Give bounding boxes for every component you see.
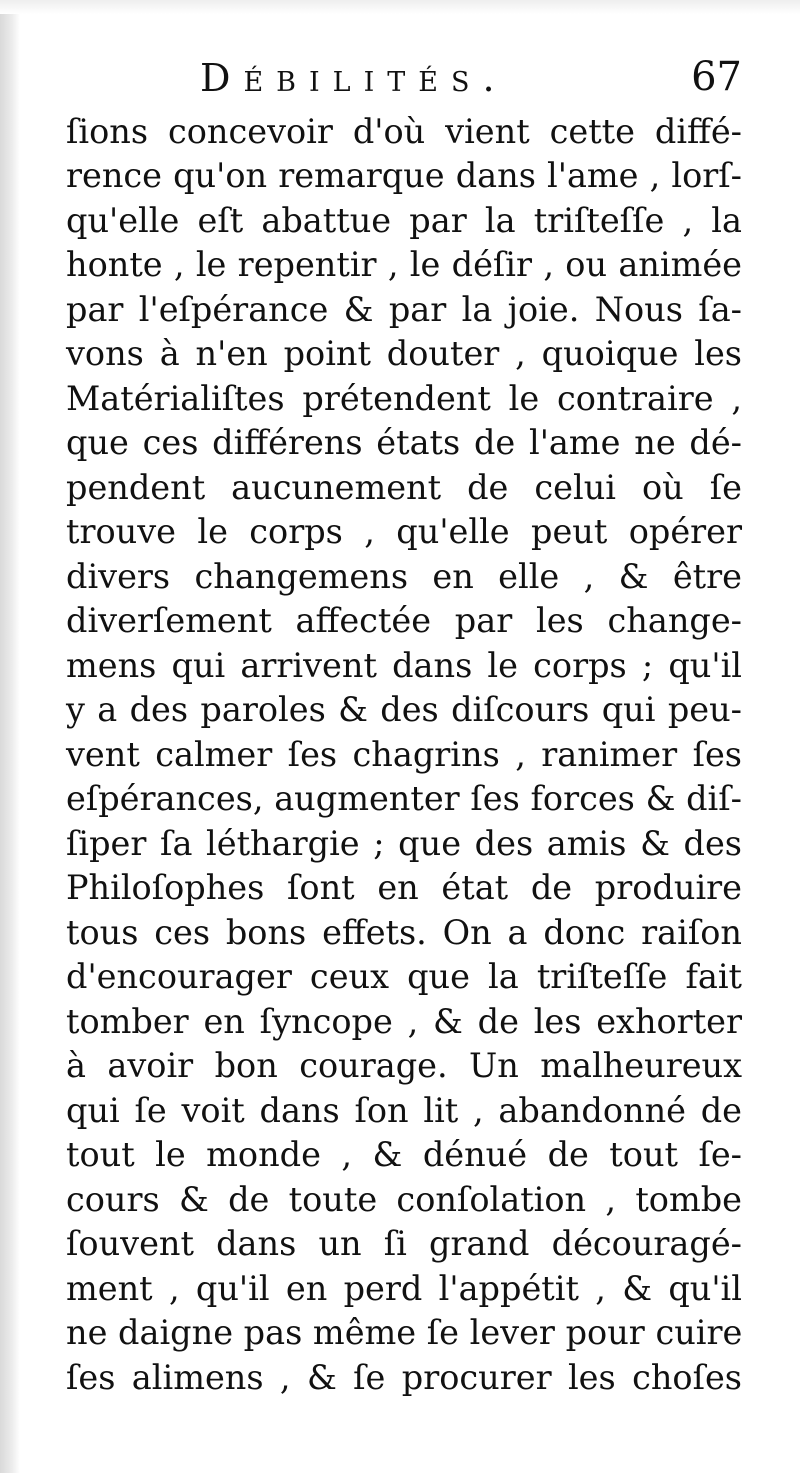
text-line: tous ces bons effets. On a donc raiſon	[66, 912, 742, 952]
text-line: tomber en ſyncope , & de les exhorter	[66, 1001, 742, 1041]
text-line: par l'eſpérance & par la joie. Nous ſa-	[66, 289, 742, 329]
text-line: cours & de toute conſolation , tombe	[66, 1179, 742, 1219]
text-line: rence qu'on remarque dans l'ame , lorſ-	[66, 156, 742, 195]
text-line: Philoſophes ſont en état de produire	[66, 868, 742, 907]
page-number: 67	[691, 54, 742, 100]
text-line: mens qui arrivent dans le corps ; qu'il	[66, 645, 742, 685]
text-line: que ces différens états de l'ame ne dé-	[66, 423, 742, 462]
text-line: divers changemens en elle , & être	[66, 556, 742, 596]
text-line: diverſement affectée par les change-	[66, 601, 742, 640]
scan-shadow-top	[0, 0, 800, 14]
text-line: ſiper ſa léthargie ; que des amis & des	[66, 823, 742, 863]
text-line: à avoir bon courage. Un malheureux	[66, 1046, 742, 1085]
text-line: ſouvent dans un ſi grand découragé-	[66, 1224, 742, 1263]
text-line: d'encourager ceux que la triſteſſe fait	[66, 957, 742, 996]
text-line: qui ſe voit dans ſon lit , abandonné de	[66, 1090, 742, 1130]
scan-shadow-left	[0, 0, 20, 1473]
text-line: qu'elle eſt abattue par la triſteſſe , la	[66, 200, 742, 240]
running-head	[66, 46, 742, 110]
text-line: pendent aucunement de celui où ſe	[66, 467, 742, 507]
running-title: Débilités.	[200, 56, 508, 100]
text-line: honte , le repentir , le déſir , ou animée	[66, 245, 742, 284]
body-text	[66, 110, 742, 1400]
text-line: vons à n'en point douter , quoique les	[66, 334, 742, 373]
text-line: Matérialiſtes prétendent le contraire ,	[66, 378, 742, 418]
text-line: ne daigne pas même ſe lever pour cuire	[66, 1313, 743, 1352]
text-line: trouve le corps , qu'elle peut opérer	[66, 512, 742, 551]
text-line: tout le monde , & dénué de tout ſe-	[66, 1135, 742, 1174]
text-line: ſes alimens , & ſe procurer les choſes	[66, 1357, 742, 1397]
book-page	[66, 46, 742, 1400]
text-line: ment , qu'il en perd l'appétit , & qu'il	[66, 1268, 742, 1308]
text-line: vent calmer ſes chagrins , ranimer ſes	[66, 734, 742, 774]
text-line: y a des paroles & des diſcours qui peu-	[66, 690, 742, 729]
text-line: ſions concevoir d'où vient cette diffé-	[66, 112, 742, 151]
text-line: eſpérances, augmenter ſes forces & diſ-	[66, 779, 742, 818]
